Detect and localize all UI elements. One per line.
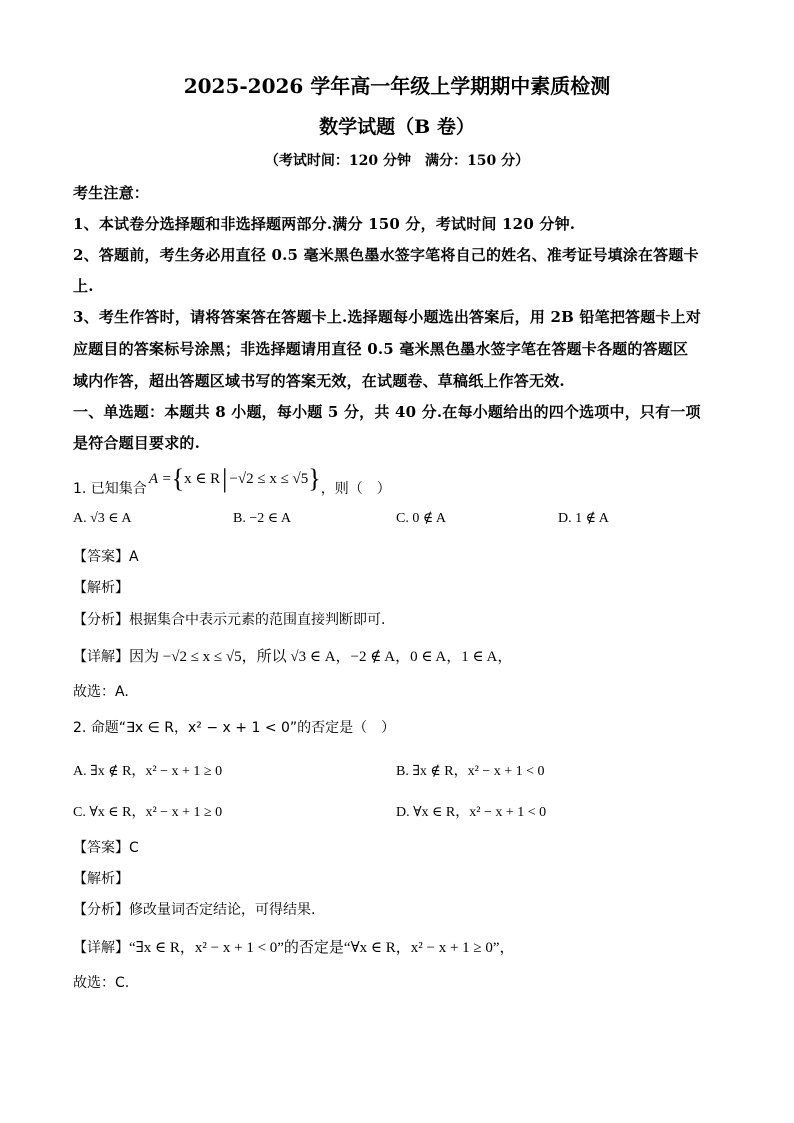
question-1-stem — [73, 464, 391, 504]
fenxi-text: 修改量词否定结论，可得结果. — [129, 902, 316, 918]
exam-subtitle: 数学试题（B 卷） — [319, 116, 475, 138]
notice-item-3-line-1: 3、考生作答时，请将答案答在答题卡上.选择题每小题选出答案后，用 2B 铅笔把答题卡上对 — [73, 308, 702, 326]
question-1-prefix: 1. 已知集合 — [73, 481, 147, 497]
question-2-analysis-tag: 【解析】 — [73, 871, 129, 887]
set-condition: −√2 ≤ x ≤ √5 — [229, 471, 309, 487]
question-1-suffix: ，则（ ） — [320, 481, 391, 497]
set-lhs: A = — [148, 471, 172, 487]
exam-title: 2025-2026 学年高一年级上学期期中素质检测 — [183, 74, 611, 98]
detail-text: “∃x ∈ R，x² − x + 1 < 0”的否定是“∀x ∈ R，x² − x + 1 ≥ 0”， — [129, 940, 515, 956]
set-element: x ∈ R — [184, 471, 221, 487]
question-1-fenxi — [73, 609, 385, 629]
right-brace-icon: } — [308, 464, 321, 493]
question-2-answer — [73, 837, 139, 857]
question-2-option-b: B. ∃x ∉ R，x² − x + 1 < 0 — [396, 764, 545, 779]
question-1-option-d: D. 1 ∉ A — [558, 511, 609, 526]
question-1-option-c: C. 0 ∉ A — [396, 511, 447, 526]
question-1-option-b: B. −2 ∈ A — [233, 511, 291, 526]
left-brace-icon: { — [171, 464, 185, 493]
detail-tag: 【详解】 — [73, 940, 129, 956]
fenxi-tag: 【分析】 — [73, 902, 129, 918]
section-heading-line-2: 是符合题目要求的. — [73, 434, 201, 452]
question-1-conclusion: 故选：A. — [73, 684, 129, 700]
notice-heading: 考生注意： — [73, 184, 150, 202]
set-divider-icon: | — [222, 464, 228, 493]
notice-item-1: 1、本试卷分选择题和非选择题两部分.满分 150 分，考试时间 120 分钟. — [73, 215, 576, 233]
question-2-fenxi — [73, 899, 315, 919]
fenxi-text: 根据集合中表示元素的范围直接判断即可. — [129, 612, 386, 628]
notice-item-3-line-3: 域内作答，超出答题区域书写的答案无效，在试题卷、草稿纸上作答无效. — [73, 372, 565, 390]
answer-tag: 【答案】 — [73, 549, 129, 565]
answer-value: A — [129, 549, 139, 565]
section-heading-line-1: 一、单选题：本题共 8 小题，每小题 5 分，共 40 分.在每小题给出的四个选项中，只有一项 — [73, 403, 701, 421]
answer-value: C — [129, 840, 139, 856]
notice-item-2-line-2: 上. — [73, 277, 94, 295]
question-1-analysis-tag: 【解析】 — [73, 580, 129, 596]
question-1-answer — [73, 546, 139, 566]
notice-item-2-line-1: 2、答题前，考生务必用直径 0.5 毫米黑色墨水签字笔将自己的姓名、准考证号填涂在答题卡 — [73, 246, 699, 264]
question-1-option-a: A. √3 ∈ A — [73, 511, 132, 526]
question-2-option-d: D. ∀x ∈ R，x² − x + 1 < 0 — [396, 805, 547, 820]
fenxi-tag: 【分析】 — [73, 612, 129, 628]
question-2-option-a: A. ∃x ∉ R，x² − x + 1 ≥ 0 — [73, 764, 223, 779]
detail-tag: 【详解】 — [73, 649, 129, 665]
exam-info: （考试时间：120 分钟 满分：150 分） — [264, 153, 530, 169]
answer-tag: 【答案】 — [73, 840, 129, 856]
notice-item-3-line-2: 应题目的答案标号涂黑；非选择题请用直径 0.5 毫米黑色墨水签字笔在答题卡各题的答题区 — [73, 340, 689, 358]
question-2-option-c: C. ∀x ∈ R，x² − x + 1 ≥ 0 — [73, 805, 223, 820]
question-2-detail — [73, 936, 515, 957]
question-1-detail — [73, 645, 512, 666]
detail-text: 因为 −√2 ≤ x ≤ √5，所以 √3 ∈ A，−2 ∉ A，0 ∈ A，1 ∈ A， — [129, 649, 513, 665]
question-2-conclusion: 故选：C. — [73, 975, 130, 991]
question-2-stem: 2. 命题“∃x ∈ R，x² − x + 1 < 0”的否定是（ ） — [73, 720, 396, 736]
